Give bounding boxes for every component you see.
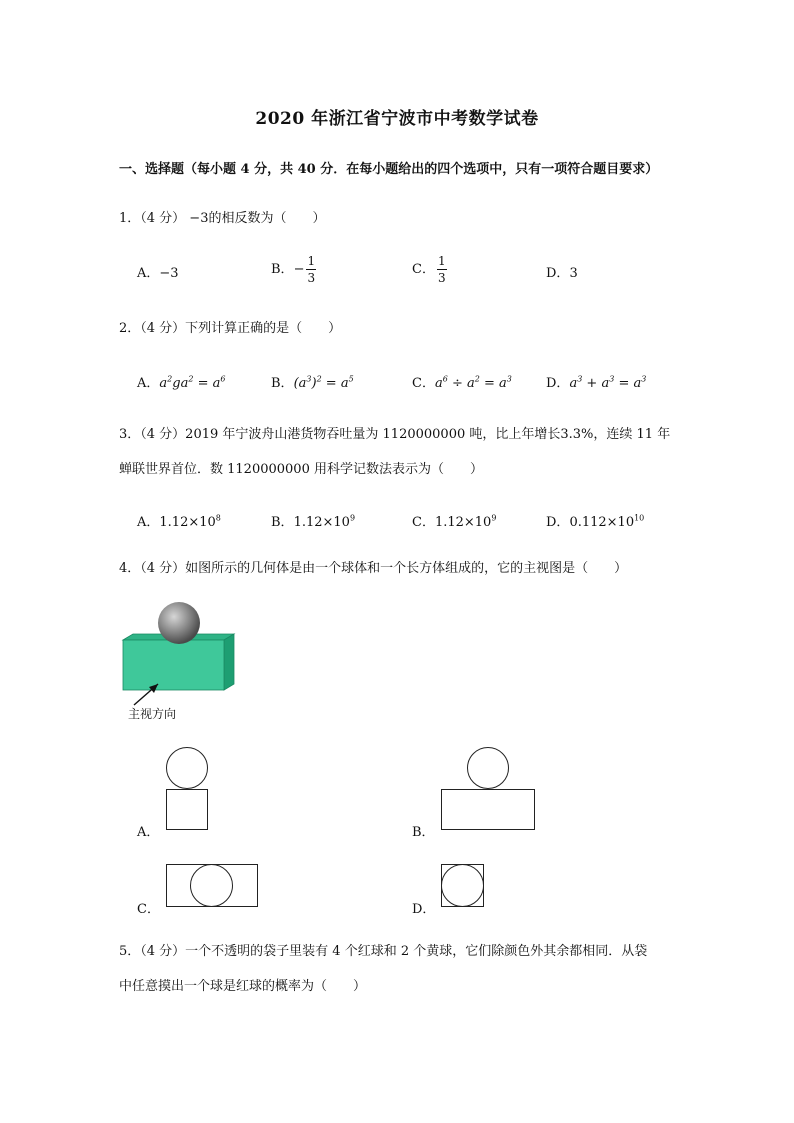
q2-option-b: [271, 372, 354, 391]
q4-option-a-label: A．: [137, 825, 160, 840]
option-label: C．: [412, 376, 435, 391]
minus-sign: −: [293, 262, 305, 277]
question-1-stem: 1．（4 分） −3的相反数为（ ）: [119, 211, 326, 226]
view-direction-label: 主视方向: [128, 707, 177, 721]
q2-option-a: [137, 372, 225, 391]
q1-option-d: [546, 262, 578, 281]
option-label: B．: [271, 376, 294, 391]
formula: $(a^3)^2 = a^5$: [293, 374, 354, 391]
fraction: [437, 255, 447, 284]
option-value: 1.12×10: [293, 515, 350, 530]
q4-option-a-circle: [166, 747, 208, 789]
question-3-stem-line-2: 蝉联世界首位．数 1120000000 用科学记数法表示为（ ）: [119, 462, 483, 477]
q1-option-b: [271, 255, 316, 284]
option-value: 3: [569, 266, 578, 281]
denominator: 3: [437, 271, 446, 285]
option-label: B．: [271, 262, 294, 277]
q4-option-b-label: B．: [412, 825, 435, 840]
formula: $a^2ga^2 = a^6$: [159, 374, 226, 391]
section-heading: 一、选择题（每小题 4 分，共 40 分．在每小题给出的四个选项中，只有一项符合题目要求）: [119, 162, 659, 177]
q2-option-c: [412, 372, 512, 391]
question-3-stem-line-1: 3．（4 分）2019 年宁波舟山港货物吞吐量为 1120000000 吨，比上年增长3.3%，连续 11 年: [119, 427, 671, 442]
numerator: 1: [307, 254, 316, 268]
question-5-stem-line-2: 中任意摸出一个球是红球的概率为（ ）: [119, 979, 367, 994]
sphere: [158, 602, 200, 644]
option-label: D．: [546, 515, 570, 530]
question-2-stem: 2．（4 分）下列计算正确的是（ ）: [119, 321, 342, 336]
q4-option-b-circle: [467, 747, 509, 789]
q3-option-b: B．$1.12\times 10^9$: [271, 513, 356, 530]
q4-option-b-rectangle: [441, 789, 535, 830]
box-side-face: [224, 634, 234, 690]
q1-option-c: [412, 255, 447, 284]
option-label: C．: [412, 515, 435, 530]
option-label: D．: [546, 376, 570, 391]
q3-option-d: D．$0.112\times 10^{10}$: [546, 513, 645, 530]
question-4-stem: 4．（4 分）如图所示的几何体是由一个球体和一个长方体组成的，它的主视图是（ ）: [119, 561, 628, 576]
q4-option-d-label: D．: [412, 902, 436, 917]
numerator: 1: [437, 254, 446, 268]
q3-option-c: C．$1.12\times 10^9$: [412, 513, 497, 530]
q3-option-a: A．$1.12\times 10^8$: [137, 513, 221, 530]
option-label: C．: [412, 262, 435, 277]
option-label: B．: [271, 515, 294, 530]
question-5-stem-line-1: 5．（4 分）一个不透明的袋子里装有 4 个红球和 2 个黄球，它们除颜色外其余都相同．从袋: [119, 944, 648, 959]
q2-option-d: [546, 372, 646, 391]
option-label: D．: [546, 266, 570, 281]
denominator: 3: [307, 271, 316, 285]
option-value: 1.12×10: [434, 515, 492, 530]
q1-option-a: [137, 262, 179, 281]
option-value: −3: [159, 266, 179, 281]
q4-option-c-circle: [190, 864, 233, 907]
box-front-face: [123, 640, 224, 690]
option-label: A．: [137, 376, 160, 391]
q4-option-c-label: C．: [137, 902, 160, 917]
q4-option-d-circle: [441, 864, 484, 907]
option-label: A．: [137, 515, 160, 530]
formula: $a^6 \div a^2 = a^3$: [434, 374, 512, 391]
q4-option-a-square: [166, 789, 208, 830]
option-value: 1.12×10: [159, 515, 216, 530]
formula: $a^3 + a^3 = a^3$: [569, 374, 647, 391]
option-label: A．: [137, 266, 160, 281]
page-title: 2020 年浙江省宁波市中考数学试卷: [255, 109, 539, 129]
option-value: 0.112×10: [569, 515, 635, 530]
fraction: [306, 255, 316, 284]
